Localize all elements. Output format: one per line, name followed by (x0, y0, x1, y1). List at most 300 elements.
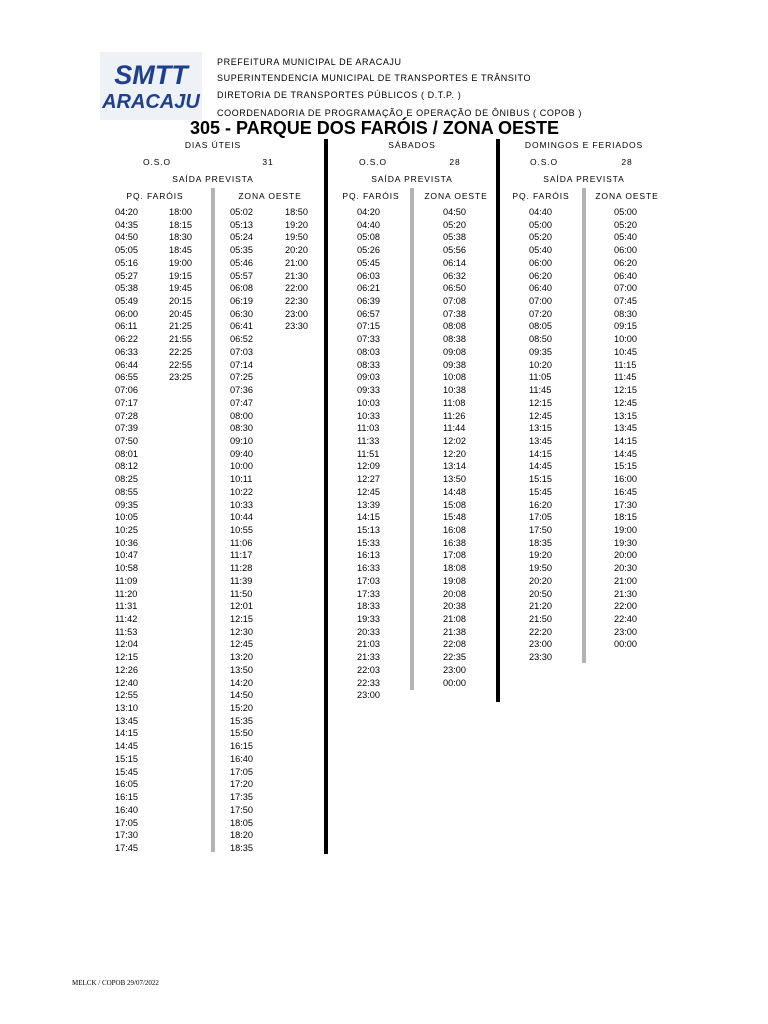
time-entry: 09:33 (357, 385, 380, 396)
time-entry: 08:00 (230, 410, 253, 421)
time-entry: 21:00 (614, 575, 637, 586)
divider-sabados-columns (410, 188, 414, 690)
time-entry: 19:33 (357, 614, 380, 624)
time-entry: 16:33 (357, 563, 380, 574)
oso-value-sabados: 28 (449, 157, 461, 167)
time-entry: 18:30 (169, 232, 192, 243)
time-entry: 11:15 (614, 359, 637, 370)
time-entry: 06:20 (529, 270, 552, 281)
time-entry: 16:00 (614, 474, 637, 485)
time-entry: 18:50 (285, 207, 308, 217)
section-name-uteis: DIAS ÚTEIS (184, 140, 242, 150)
time-entry: 07:50 (115, 435, 138, 446)
time-entry: 09:03 (357, 372, 380, 383)
time-entry: 06:52 (230, 334, 253, 345)
time-entry: 10:33 (230, 499, 253, 510)
saida-prevista-sabados: SAÍDA PREVISTA (371, 174, 453, 184)
time-entry: 11:39 (230, 575, 253, 586)
time-entry: 21:30 (614, 588, 637, 599)
time-entry: 07:39 (115, 423, 138, 434)
time-entry: 21:00 (285, 257, 308, 268)
time-entry: 06:03 (357, 270, 380, 281)
time-entry: 06:39 (357, 296, 380, 307)
time-entry: 21:50 (529, 614, 552, 624)
time-entry: 22:35 (443, 652, 466, 663)
time-entry: 21:55 (169, 334, 192, 345)
time-entry: 07:03 (230, 346, 253, 357)
time-entry: 20:08 (443, 588, 466, 599)
time-entry: 16:38 (443, 537, 466, 548)
time-entry: 10:44 (230, 512, 253, 523)
time-entry: 12:04 (115, 639, 138, 650)
col-header-sabados-farois: PQ. FARÓIS (342, 191, 400, 201)
time-entry: 05:00 (614, 207, 637, 217)
time-entry: 12:30 (230, 626, 253, 637)
time-entry: 15:33 (357, 537, 380, 548)
time-entry: 12:20 (443, 448, 466, 459)
time-entry: 11:03 (357, 423, 380, 434)
time-entry: 12:40 (115, 677, 138, 688)
time-entry: 16:20 (529, 499, 552, 510)
time-entry: 04:20 (115, 207, 138, 217)
time-entry: 06:00 (614, 245, 637, 256)
time-entry: 17:30 (115, 830, 138, 841)
time-entry: 12:26 (115, 664, 138, 675)
time-entry: 05:16 (115, 257, 138, 268)
time-entry: 22:40 (614, 614, 637, 624)
time-entry: 16:15 (115, 792, 138, 803)
time-entry: 07:15 (357, 321, 380, 332)
time-entry: 10:22 (230, 486, 253, 497)
oso-label-domingos: O.S.O (529, 157, 559, 167)
time-entry: 05:20 (529, 232, 552, 243)
times-sabados-oeste (443, 206, 466, 689)
times-uteis-oeste-2 (285, 206, 308, 333)
time-entry: 19:45 (169, 283, 192, 294)
time-entry: 19:50 (529, 563, 552, 574)
time-entry: 10:38 (443, 385, 466, 396)
time-entry: 08:12 (115, 461, 138, 472)
time-entry: 05:49 (115, 296, 138, 307)
time-entry: 18:20 (230, 830, 253, 841)
time-entry: 06:40 (614, 270, 637, 281)
time-entry: 12:55 (115, 690, 138, 701)
time-entry: 22:55 (169, 359, 192, 370)
time-entry: 12:15 (230, 614, 253, 624)
time-entry: 10:45 (614, 346, 637, 357)
time-entry: 08:25 (115, 474, 138, 485)
time-entry: 09:35 (115, 499, 138, 510)
time-entry: 06:11 (115, 321, 138, 332)
time-entry: 05:38 (443, 232, 466, 243)
time-entry: 09:40 (230, 448, 253, 459)
time-entry: 17:03 (357, 575, 380, 586)
time-entry: 16:40 (115, 804, 138, 815)
time-entry: 05:05 (115, 245, 138, 256)
time-entry: 10:08 (443, 372, 466, 383)
time-entry: 08:30 (230, 423, 253, 434)
time-entry: 18:08 (443, 563, 466, 574)
time-entry: 18:35 (230, 842, 253, 853)
time-entry: 17:50 (529, 524, 552, 535)
time-entry: 10:11 (230, 474, 253, 485)
time-entry: 14:20 (230, 677, 253, 688)
time-entry: 13:50 (230, 664, 253, 675)
time-entry: 09:38 (443, 359, 466, 370)
saida-prevista-uteis: SAÍDA PREVISTA (172, 174, 254, 184)
time-entry: 05:00 (529, 219, 552, 230)
time-entry: 13:20 (230, 652, 253, 663)
time-entry: 12:09 (357, 461, 380, 472)
time-entry: 15:15 (115, 753, 138, 764)
time-entry: 16:05 (115, 779, 138, 790)
divider-uteis-sabados (324, 139, 328, 854)
time-entry: 19:50 (285, 232, 308, 243)
time-entry: 20:50 (529, 588, 552, 599)
time-entry: 11:05 (529, 372, 552, 383)
time-entry: 07:33 (357, 334, 380, 345)
time-entry: 04:40 (357, 219, 380, 230)
time-entry: 07:25 (230, 372, 253, 383)
time-entry: 06:00 (115, 308, 138, 319)
col-header-uteis-farois: PQ. FARÓIS (126, 191, 184, 201)
time-entry: 14:48 (443, 486, 466, 497)
time-entry: 16:40 (230, 753, 253, 764)
time-entry: 19:08 (443, 575, 466, 586)
route-title: 305 - PARQUE DOS FARÓIS / ZONA OESTE (190, 118, 560, 138)
time-entry: 06:32 (443, 270, 466, 281)
time-entry: 23:30 (529, 652, 552, 663)
time-entry: 12:15 (115, 652, 138, 663)
time-entry: 18:15 (169, 219, 192, 230)
time-entry: 14:15 (614, 435, 637, 446)
time-entry: 20:38 (443, 601, 466, 612)
time-entry: 11:09 (115, 575, 138, 586)
time-entry: 10:36 (115, 537, 138, 548)
time-entry: 23:30 (285, 321, 308, 332)
time-entry: 20:20 (285, 245, 308, 256)
time-entry: 05:57 (230, 270, 253, 281)
time-entry: 09:08 (443, 346, 466, 357)
time-entry: 00:00 (614, 639, 637, 650)
time-entry: 07:06 (115, 385, 138, 396)
time-entry: 15:20 (230, 703, 253, 714)
time-entry: 13:15 (614, 410, 637, 421)
time-entry: 10:00 (230, 461, 253, 472)
time-entry: 10:33 (357, 410, 380, 421)
time-entry: 06:41 (230, 321, 253, 332)
time-entry: 15:08 (443, 499, 466, 510)
time-entry: 15:50 (230, 728, 253, 739)
time-entry: 17:30 (614, 499, 637, 510)
time-entry: 05:26 (357, 245, 380, 256)
times-uteis-farois-1 (115, 206, 138, 855)
time-entry: 07:45 (614, 296, 637, 307)
time-entry: 06:21 (357, 283, 380, 294)
time-entry: 15:15 (614, 461, 637, 472)
time-entry: 12:45 (357, 486, 380, 497)
time-entry: 20:30 (614, 563, 637, 574)
time-entry: 10:03 (357, 397, 380, 408)
time-entry: 15:15 (529, 474, 552, 485)
times-uteis-farois-2 (169, 206, 192, 384)
time-entry: 22:20 (529, 626, 552, 637)
time-entry: 15:35 (230, 715, 253, 726)
time-entry: 06:55 (115, 372, 138, 383)
time-entry: 11:33 (357, 435, 380, 446)
time-entry: 10:20 (529, 359, 552, 370)
time-entry: 12:45 (230, 639, 253, 650)
times-domingos-oeste (614, 206, 637, 651)
time-entry: 05:27 (115, 270, 138, 281)
time-entry: 22:03 (357, 664, 380, 675)
times-uteis-oeste-1 (230, 206, 253, 855)
time-entry: 07:47 (230, 397, 253, 408)
time-entry: 18:15 (614, 512, 637, 523)
time-entry: 07:20 (529, 308, 552, 319)
time-entry: 07:00 (614, 283, 637, 294)
time-entry: 21:30 (285, 270, 308, 281)
time-entry: 11:53 (115, 626, 138, 637)
time-entry: 17:20 (230, 779, 253, 790)
time-entry: 11:26 (443, 410, 466, 421)
time-entry: 20:33 (357, 626, 380, 637)
time-entry: 15:45 (529, 486, 552, 497)
time-entry: 11:51 (357, 448, 380, 459)
time-entry: 04:50 (443, 207, 466, 217)
time-entry: 11:50 (230, 588, 253, 599)
time-entry: 08:50 (529, 334, 552, 345)
col-header-sabados-oeste: ZONA OESTE (424, 191, 488, 201)
time-entry: 21:38 (443, 626, 466, 637)
time-entry: 10:05 (115, 512, 138, 523)
footer-note: MELCK / COPOB 29/07/2022 (72, 979, 159, 987)
time-entry: 00:00 (443, 677, 466, 688)
saida-prevista-domingos: SAÍDA PREVISTA (543, 174, 625, 184)
col-header-domingos-farois: PQ. FARÓIS (512, 191, 570, 201)
times-sabados-farois (357, 206, 380, 702)
time-entry: 14:45 (115, 741, 138, 752)
time-entry: 11:08 (443, 397, 466, 408)
time-entry: 08:01 (115, 448, 138, 459)
time-entry: 11:42 (115, 614, 138, 624)
section-name-sabados: SÁBADOS (388, 140, 436, 150)
time-entry: 05:24 (230, 232, 253, 243)
time-entry: 11:06 (230, 537, 253, 548)
time-entry: 17:33 (357, 588, 380, 599)
time-entry: 08:30 (614, 308, 637, 319)
time-entry: 13:10 (115, 703, 138, 714)
time-entry: 09:35 (529, 346, 552, 357)
time-entry: 19:30 (614, 537, 637, 548)
section-name-domingos: DOMINGOS E FERIADOS (524, 140, 644, 150)
time-entry: 21:25 (169, 321, 192, 332)
time-entry: 16:08 (443, 524, 466, 535)
time-entry: 05:40 (614, 232, 637, 243)
time-entry: 23:00 (443, 664, 466, 675)
time-entry: 13:14 (443, 461, 466, 472)
time-entry: 21:08 (443, 614, 466, 624)
time-entry: 08:55 (115, 486, 138, 497)
time-entry: 14:15 (529, 448, 552, 459)
time-entry: 12:01 (230, 601, 253, 612)
time-entry: 18:05 (230, 817, 253, 828)
time-entry: 13:45 (529, 435, 552, 446)
time-entry: 14:15 (115, 728, 138, 739)
time-entry: 19:00 (614, 524, 637, 535)
time-entry: 04:50 (115, 232, 138, 243)
time-entry: 11:45 (614, 372, 637, 383)
time-entry: 10:55 (230, 524, 253, 535)
header-line-superintendencia: SUPERINTENDENCIA MUNICIPAL DE TRANSPORTES E TRÂNSITO (217, 73, 532, 83)
time-entry: 10:25 (115, 524, 138, 535)
time-entry: 18:00 (169, 207, 192, 217)
time-entry: 07:38 (443, 308, 466, 319)
time-entry: 04:20 (357, 207, 380, 217)
svg-text:ARACAJU: ARACAJU (102, 91, 200, 113)
time-entry: 20:00 (614, 550, 637, 561)
time-entry: 15:45 (115, 766, 138, 777)
time-entry: 12:15 (614, 385, 637, 396)
time-entry: 06:50 (443, 283, 466, 294)
time-entry: 19:20 (285, 219, 308, 230)
time-entry: 21:33 (357, 652, 380, 663)
time-entry: 19:20 (529, 550, 552, 561)
time-entry: 22:00 (285, 283, 308, 294)
time-entry: 11:45 (529, 385, 552, 396)
time-entry: 06:00 (529, 257, 552, 268)
time-entry: 06:44 (115, 359, 138, 370)
time-entry: 10:00 (614, 334, 637, 345)
time-entry: 22:08 (443, 639, 466, 650)
time-entry: 11:20 (115, 588, 138, 599)
time-entry: 11:31 (115, 601, 138, 612)
time-entry: 07:36 (230, 385, 253, 396)
time-entry: 05:46 (230, 257, 253, 268)
time-entry: 14:45 (529, 461, 552, 472)
time-entry: 12:45 (614, 397, 637, 408)
time-entry: 17:35 (230, 792, 253, 803)
time-entry: 11:28 (230, 563, 253, 574)
time-entry: 19:00 (169, 257, 192, 268)
time-entry: 07:14 (230, 359, 253, 370)
time-entry: 13:39 (357, 499, 380, 510)
time-entry: 23:00 (614, 626, 637, 637)
time-entry: 14:45 (614, 448, 637, 459)
time-entry: 08:08 (443, 321, 466, 332)
time-entry: 22:25 (169, 346, 192, 357)
time-entry: 18:35 (529, 537, 552, 548)
time-entry: 14:15 (357, 512, 380, 523)
time-entry: 10:58 (115, 563, 138, 574)
time-entry: 21:20 (529, 601, 552, 612)
time-entry: 08:38 (443, 334, 466, 345)
divider-uteis-columns (211, 188, 215, 852)
time-entry: 22:33 (357, 677, 380, 688)
time-entry: 11:44 (443, 423, 466, 434)
oso-value-domingos: 28 (621, 157, 633, 167)
time-entry: 05:20 (443, 219, 466, 230)
times-domingos-farois (529, 206, 552, 664)
time-entry: 22:30 (285, 296, 308, 307)
time-entry: 13:15 (529, 423, 552, 434)
header-line-coordenadoria: COORDENADORIA DE PROGRAMAÇÃO E OPERAÇÃO DE ÔNIBUS ( COPOB ) (217, 108, 582, 118)
time-entry: 05:20 (614, 219, 637, 230)
time-entry: 08:03 (357, 346, 380, 357)
time-entry: 23:00 (529, 639, 552, 650)
time-entry: 20:20 (529, 575, 552, 586)
time-entry: 15:48 (443, 512, 466, 523)
col-header-domingos-oeste: ZONA OESTE (595, 191, 659, 201)
time-entry: 13:45 (115, 715, 138, 726)
time-entry: 13:50 (443, 474, 466, 485)
time-entry: 06:33 (115, 346, 138, 357)
col-header-uteis-oeste: ZONA OESTE (238, 191, 302, 201)
time-entry: 06:30 (230, 308, 253, 319)
oso-label-uteis: O.S.O (142, 157, 172, 167)
time-entry: 16:45 (614, 486, 637, 497)
time-entry: 15:13 (357, 524, 380, 535)
time-entry: 16:13 (357, 550, 380, 561)
time-entry: 04:40 (529, 207, 552, 217)
time-entry: 22:00 (614, 601, 637, 612)
oso-value-uteis: 31 (262, 157, 274, 167)
time-entry: 05:40 (529, 245, 552, 256)
svg-text:SMTT: SMTT (114, 60, 188, 90)
time-entry: 20:45 (169, 308, 192, 319)
time-entry: 17:05 (230, 766, 253, 777)
time-entry: 05:08 (357, 232, 380, 243)
time-entry: 12:27 (357, 474, 380, 485)
time-entry: 06:08 (230, 283, 253, 294)
header-line-prefeitura: PREFEITURA MUNICIPAL DE ARACAJU (217, 57, 402, 67)
time-entry: 06:19 (230, 296, 253, 307)
time-entry: 06:40 (529, 283, 552, 294)
time-entry: 06:22 (115, 334, 138, 345)
time-entry: 23:00 (285, 308, 308, 319)
time-entry: 17:50 (230, 804, 253, 815)
time-entry: 06:57 (357, 308, 380, 319)
time-entry: 08:33 (357, 359, 380, 370)
time-entry: 05:35 (230, 245, 253, 256)
time-entry: 08:05 (529, 321, 552, 332)
time-entry: 19:15 (169, 270, 192, 281)
time-entry: 18:45 (169, 245, 192, 256)
time-entry: 07:28 (115, 410, 138, 421)
time-entry: 12:45 (529, 410, 552, 421)
divider-sabados-domingos (496, 139, 500, 702)
time-entry: 14:50 (230, 690, 253, 701)
time-entry: 04:35 (115, 219, 138, 230)
time-entry: 12:02 (443, 435, 466, 446)
time-entry: 17:05 (115, 817, 138, 828)
time-entry: 09:15 (614, 321, 637, 332)
time-entry: 07:00 (529, 296, 552, 307)
time-entry: 09:10 (230, 435, 253, 446)
time-entry: 05:56 (443, 245, 466, 256)
time-entry: 21:03 (357, 639, 380, 650)
time-entry: 05:13 (230, 219, 253, 230)
time-entry: 17:08 (443, 550, 466, 561)
time-entry: 05:02 (230, 207, 253, 217)
time-entry: 17:45 (115, 842, 138, 853)
time-entry: 07:17 (115, 397, 138, 408)
time-entry: 07:08 (443, 296, 466, 307)
divider-domingos-columns (582, 188, 586, 663)
time-entry: 06:14 (443, 257, 466, 268)
time-entry: 10:47 (115, 550, 138, 561)
time-entry: 11:17 (230, 550, 253, 561)
